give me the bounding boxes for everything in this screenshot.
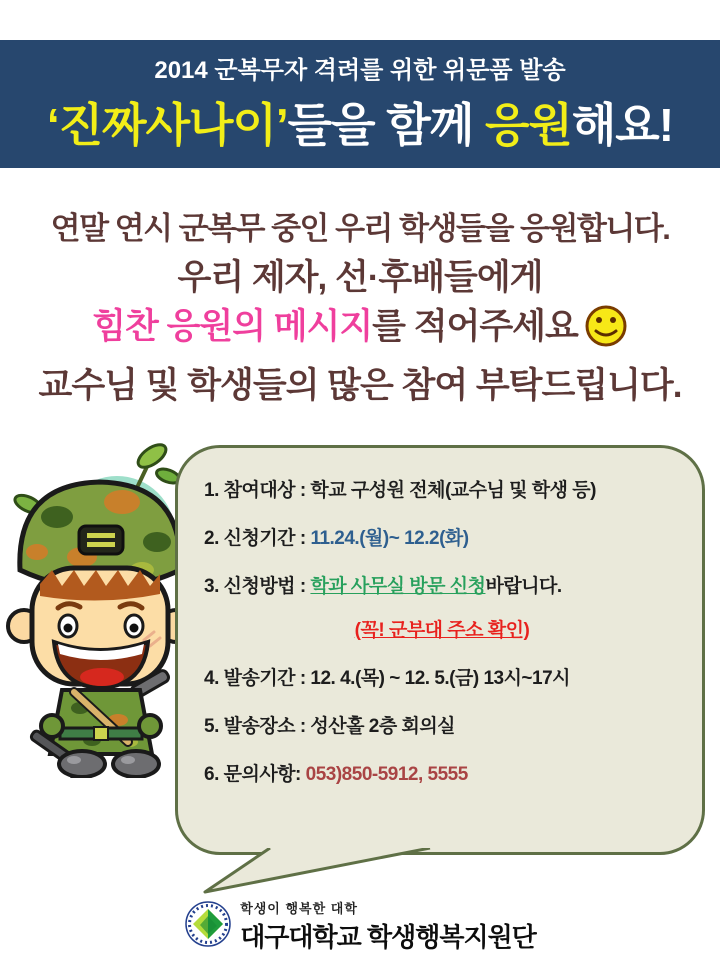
university-tagline: 학생이 행복한 대학 bbox=[240, 901, 358, 916]
soldier-character-illustration bbox=[2, 442, 198, 783]
bubble-item-shipping-period: 4. 발송기간 : 12. 4.(목) ~ 12. 5.(금) 13시~17시 bbox=[204, 668, 571, 689]
message-line-3 bbox=[0, 302, 720, 361]
banner-title-text2: 해요! bbox=[571, 99, 674, 151]
main-message bbox=[0, 204, 720, 410]
banner-title-highlight: ‘진짜사나이’ bbox=[46, 99, 288, 151]
warning-note-text: (꼭! 군부대 주소 확인) bbox=[354, 620, 530, 641]
item-suffix: 바랍니다. bbox=[485, 576, 562, 597]
banner bbox=[0, 40, 720, 168]
banner-title-text: 들을 함께 bbox=[287, 99, 485, 151]
item-value-phone: 053)850-5912, 5555 bbox=[305, 764, 468, 785]
smiley-icon bbox=[584, 304, 628, 361]
item-label: 3. 신청방법 : bbox=[204, 576, 311, 597]
right-hand bbox=[139, 715, 161, 737]
bubble-item-how-to-apply bbox=[204, 571, 680, 598]
message-line-1: 연말 연시 군복무 중인 우리 학생들을 응원합니다. bbox=[50, 211, 670, 246]
banner-title-highlight2: 응원 bbox=[484, 99, 572, 151]
bubble-item-participants: 1. 참여대상 : 학교 구성원 전체(교수님 및 학생 등) bbox=[204, 480, 596, 501]
message-line-2: 우리 제자, 선·후배들에게 bbox=[177, 258, 543, 297]
message-line-4: 교수님 및 학생들의 많은 참여 부탁드립니다. bbox=[38, 366, 682, 405]
item-value-dates: 11.24.(월)~ 12.2(화) bbox=[310, 528, 469, 549]
message-line-3-highlight: 힘찬 응원의 메시지 bbox=[92, 307, 373, 346]
banner-title bbox=[0, 89, 720, 155]
message-line-3-rest: 를 적어주세요 bbox=[372, 307, 578, 346]
speech-bubble-tail bbox=[180, 848, 440, 913]
left-hand bbox=[41, 715, 63, 737]
item-label: 2. 신청기간 : bbox=[204, 528, 311, 549]
info-speech-bubble bbox=[175, 445, 705, 855]
item-value-method: 학과 사무실 방문 신청 bbox=[310, 576, 486, 597]
item-label: 6. 문의사항: bbox=[204, 764, 306, 785]
banner-subtitle: 2014 군복무자 격려를 위한 위문품 발송 bbox=[154, 57, 566, 84]
bubble-item-application-period bbox=[204, 523, 680, 550]
bubble-item-warning-note bbox=[204, 615, 680, 642]
bubble-item-contact bbox=[204, 759, 680, 786]
university-name: 대구대학교 학생행복지원단 bbox=[240, 922, 536, 952]
bubble-item-shipping-place: 5. 발송장소 : 성산홀 2층 회의실 bbox=[204, 716, 456, 737]
